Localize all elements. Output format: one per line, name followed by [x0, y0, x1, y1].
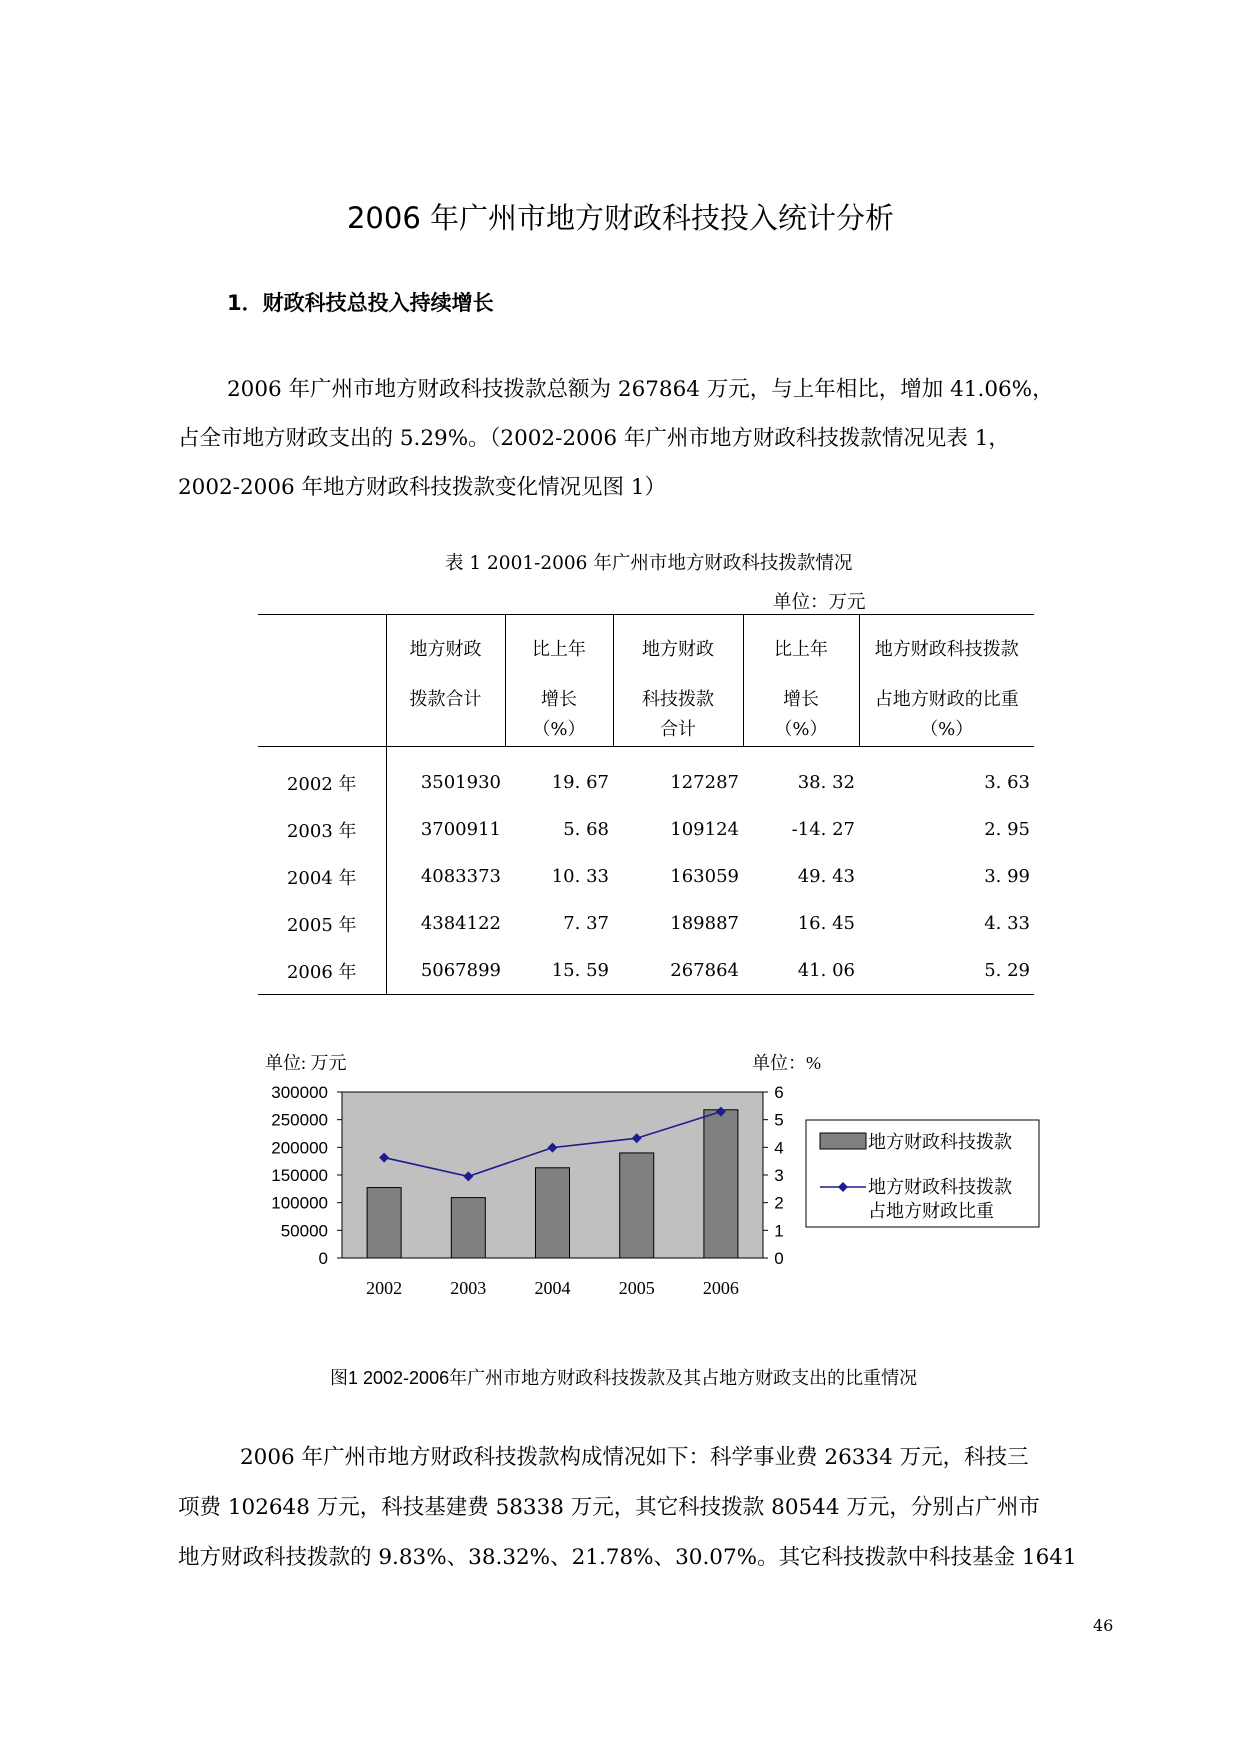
right-axis-tick-label: 6 — [774, 1083, 784, 1102]
table-cell: 4. 33 — [984, 913, 1030, 934]
figure-caption-rest: 年广州市地方财政科技拨款及其占地方财政支出的比重情况 — [449, 1368, 918, 1389]
left-axis-tick-label: 100000 — [271, 1193, 328, 1213]
bar — [451, 1198, 485, 1258]
left-axis-tick-label: 200000 — [271, 1138, 328, 1158]
right-axis-tick-label: 0 — [774, 1249, 784, 1268]
table-caption: 表 1 2001-2006 年广州市地方财政科技拨款情况 — [445, 553, 853, 574]
left-axis-tick-label: 250000 — [271, 1110, 328, 1130]
right-axis-tick-label: 2 — [774, 1193, 784, 1213]
table-cell: 2003 年 — [258, 806, 386, 853]
bar — [704, 1110, 738, 1258]
left-axis-tick-label: 50000 — [280, 1221, 328, 1241]
section-heading: 1．财政科技总投入持续增长 — [227, 291, 494, 315]
figure-caption — [330, 1364, 917, 1390]
table-cell: 38. 32 — [797, 772, 855, 793]
table-cell: 3. 63 — [984, 772, 1030, 793]
table-cell: 10. 33 — [551, 866, 609, 887]
x-axis-tick-label: 2002 — [366, 1278, 403, 1298]
right-axis-unit: 单位：% — [752, 1053, 821, 1073]
legend-label: 地方财政科技拨款 — [868, 1177, 1012, 1197]
table-cell: 109124 — [670, 819, 739, 840]
table-cell: 7. 37 — [563, 913, 609, 934]
figure-caption-prefix: 图1 2002-2006 — [330, 1368, 450, 1388]
table-cell: 189887 — [670, 913, 739, 934]
left-axis-tick-label: 150000 — [271, 1166, 328, 1185]
table-cell: 49. 43 — [797, 866, 855, 887]
table-header-cell: 地方财政科技拨款 占地方财政的比重 （%） — [859, 615, 1034, 747]
paragraph-line: 2002-2006 年地方财政科技拨款变化情况见图 1） — [178, 475, 667, 500]
bar — [536, 1168, 570, 1258]
table-cell: 2004 年 — [258, 853, 386, 900]
x-axis-tick-label: 2006 — [702, 1278, 739, 1298]
x-axis-tick-label: 2003 — [450, 1278, 487, 1298]
table-cell: 4083373 — [420, 866, 501, 887]
x-axis-tick-label: 2004 — [534, 1278, 571, 1298]
legend-swatch-bar — [820, 1133, 866, 1149]
right-axis-tick-label: 1 — [774, 1221, 784, 1241]
table-cell: 3. 99 — [984, 866, 1030, 887]
left-axis-unit: 单位: 万元 — [265, 1053, 347, 1073]
table-cell: 5067899 — [420, 960, 501, 981]
right-axis-tick-label: 3 — [774, 1166, 784, 1185]
paragraph-line: 占全市地方财政支出的 5.29%。（2002-2006 年广州市地方财政科技拨款情况见表 1， — [178, 426, 1010, 451]
table-cell: 163059 — [670, 866, 739, 887]
page-number: 46 — [1093, 1616, 1114, 1635]
x-axis-tick-label: 2005 — [618, 1278, 655, 1298]
table-cell: 19. 67 — [551, 772, 609, 793]
table-header-cell: 地方财政 科技拨款 合计 — [613, 615, 743, 747]
right-axis-tick-label: 5 — [774, 1110, 784, 1130]
left-axis-tick-label: 300000 — [271, 1083, 328, 1102]
legend-label: 占地方财政比重 — [868, 1201, 994, 1221]
table-header-cell: 地方财政 拨款合计 — [386, 615, 505, 747]
bar — [367, 1188, 401, 1258]
table-cell: 127287 — [670, 772, 739, 793]
table-cell: 15. 59 — [551, 960, 609, 981]
paragraph-line: 地方财政科技拨款的 9.83%、38.32%、21.78%、30.07%。其它科技拨款中科技基金 1641 — [178, 1545, 1077, 1570]
table-cell: 5. 68 — [563, 819, 609, 840]
paragraph-line: 2006 年广州市地方财政科技拨款总额为 267864 万元，与上年相比，增加 41.06%， — [227, 377, 1054, 402]
table-cell: 41. 06 — [797, 960, 855, 981]
table-cell: 2. 95 — [984, 819, 1030, 840]
paragraph-line: 2006 年广州市地方财政科技拨款构成情况如下：科学事业费 26334 万元，科技三 — [240, 1445, 1029, 1470]
left-axis-tick-label: 0 — [318, 1249, 328, 1268]
page-title: 2006 年广州市地方财政科技投入统计分析 — [346, 201, 895, 235]
table-cell: 267864 — [670, 960, 739, 981]
bar — [620, 1153, 654, 1258]
table-cell: -14. 27 — [791, 819, 855, 840]
table-cell: 3700911 — [420, 819, 501, 840]
table-header-cell: 比上年 增长 （%） — [743, 615, 859, 747]
table-cell: 5. 29 — [984, 960, 1030, 981]
table-cell: 16. 45 — [797, 913, 855, 934]
legend-label: 地方财政科技拨款 — [868, 1132, 1012, 1152]
table-cell: 2002 年 — [258, 747, 386, 807]
paragraph-line: 项费 102648 万元，科技基建费 58338 万元，其它科技拨款 80544 万元，分别占广州市 — [178, 1495, 1040, 1520]
table-header-cell: 比上年 增长 （%） — [505, 615, 613, 747]
table-cell: 4384122 — [420, 913, 501, 934]
right-axis-tick-label: 4 — [774, 1138, 784, 1158]
table-cell: 2006 年 — [258, 947, 386, 995]
table-cell: 3501930 — [420, 772, 501, 793]
table-unit: 单位：万元 — [773, 592, 866, 613]
table-cell: 2005 年 — [258, 900, 386, 947]
